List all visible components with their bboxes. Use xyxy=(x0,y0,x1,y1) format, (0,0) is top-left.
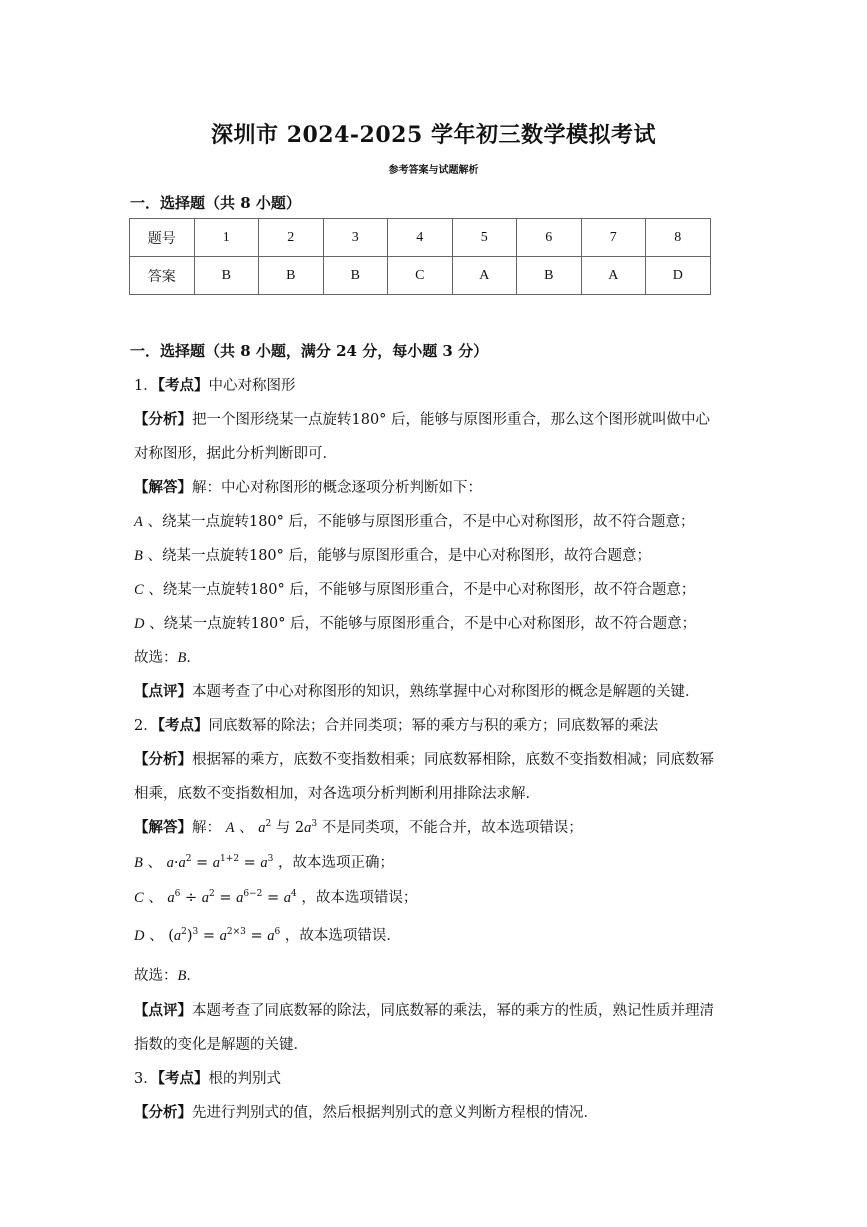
table-cell: C xyxy=(388,257,453,295)
text: 中心对称图形 xyxy=(208,378,296,394)
text: ，故本选项正确； xyxy=(278,855,395,871)
q2-fenxi-line xyxy=(134,748,714,769)
tag: 【分析】 xyxy=(134,751,192,768)
q1-option-b: B 、绕某一点旋转180° 后，能够与原图形重合，是中心对称图形，故符合题意； xyxy=(134,548,652,564)
tag: 【解答】 xyxy=(134,819,192,836)
q3-kaodian-line: 3．【考点】根的判别式 xyxy=(134,1070,281,1087)
tag: 【考点】 xyxy=(157,377,209,394)
section-heading-1: 一．选择题（共 8 小题） xyxy=(130,194,301,212)
table-header-cell: 答案 xyxy=(130,257,195,295)
table-cell: B xyxy=(323,257,388,295)
table-cell: 4 xyxy=(388,219,453,257)
text: 把一个图形绕某一点旋转180° 后，能够与原图形重合，那么这个图形就叫做中心 xyxy=(192,412,711,428)
text: 先进行判别式的值，然后根据判别式的意义判断方程根的情况． xyxy=(192,1105,598,1121)
text: 根的判别式 xyxy=(208,1071,281,1087)
q2-fenxi-line-2: 相乘，底数不变指数相加，对各选项分析判断利用排除法求解． xyxy=(134,786,540,802)
page-title: 深圳市 2024-2025 学年初三数学模拟考试 xyxy=(211,122,656,148)
tag: 【点评】 xyxy=(134,683,192,700)
q1-kaodian-line: 1．【考点】中心对称图形 xyxy=(134,377,296,394)
q2-dianping-line-2: 指数的变化是解题的关键． xyxy=(134,1037,308,1053)
tag: 【考点】 xyxy=(157,717,209,734)
text: ，故本选项错误； xyxy=(301,890,418,906)
text: 不是同类项，不能合并，故本选项错误； xyxy=(321,820,583,836)
table-cell: B xyxy=(194,257,259,295)
text: 同底数幂的除法；合并同类项；幂的乘方与积的乘方；同底数幂的乘法 xyxy=(208,718,658,734)
text: 根据幂的乘方，底数不变指数相乘；同底数幂相除，底数不变指数相减；同底数幂 xyxy=(192,752,714,768)
text: 、绕某一点旋转180° 后，能够与原图形重合，是中心对称图形，故符合题意； xyxy=(147,548,652,564)
text: 、绕某一点旋转180° 后，不能够与原图形重合，不是中心对称图形，故不符合题意； xyxy=(147,514,695,530)
text: 、绕某一点旋转180° 后，不能够与原图形重合，不是中心对称图形，故不符合题意； xyxy=(148,582,696,598)
table-cell: A xyxy=(452,257,517,295)
q2-option-d: D 、 $(a^2)^3 = a^{2\times 3} = a^6$ ，故本选项错误． xyxy=(134,927,401,944)
q3-fenxi-line xyxy=(134,1101,598,1122)
table-cell: B xyxy=(259,257,324,295)
q1-jieda-line xyxy=(134,476,482,497)
text: 解：中心对称图形的概念逐项分析判断如下： xyxy=(192,480,482,496)
q1-option-d: D 、绕某一点旋转180° 后，不能够与原图形重合，不是中心对称图形，故不符合题意； xyxy=(134,616,697,632)
table-cell: A xyxy=(581,257,646,295)
tag: 【分析】 xyxy=(134,1104,192,1121)
table-cell: B xyxy=(517,257,582,295)
text: 故选： xyxy=(134,650,178,666)
table-cell: 1 xyxy=(194,219,259,257)
table-row-numbers xyxy=(130,219,711,257)
tag: 【考点】 xyxy=(157,1070,209,1087)
tag: 【解答】 xyxy=(134,479,192,496)
q2-choice: 故选：B． xyxy=(134,968,201,984)
q2-dianping-line xyxy=(134,999,714,1020)
text: 本题考查了同底数幂的除法，同底数幂的乘法，幂的乘方的性质，熟记性质并理清 xyxy=(192,1003,714,1019)
table-cell: 8 xyxy=(646,219,711,257)
q1-option-c: C 、绕某一点旋转180° 后，不能够与原图形重合，不是中心对称图形，故不符合题意； xyxy=(134,582,696,598)
table-cell: 5 xyxy=(452,219,517,257)
q2-kaodian-line: 2．【考点】同底数幂的除法；合并同类项；幂的乘方与积的乘方；同底数幂的乘法 xyxy=(134,717,658,734)
text: 、绕某一点旋转180° 后，不能够与原图形重合，不是中心对称图形，故不符合题意； xyxy=(149,616,697,632)
tag: 【点评】 xyxy=(134,1002,192,1019)
text: 故选： xyxy=(134,968,178,984)
text: 本题考查了中心对称图形的知识，熟练掌握中心对称图形的概念是解题的关键． xyxy=(192,684,700,700)
section-heading-2: 一．选择题（共 8 小题，满分 24 分，每小题 3 分） xyxy=(130,342,489,360)
table-cell: 6 xyxy=(517,219,582,257)
q2-option-b: B 、 $a\cdot a^2 = a^{1+2} = a^3$ ，故本选项正确； xyxy=(134,854,395,871)
tag: 【分析】 xyxy=(134,411,192,428)
answer-table xyxy=(129,218,711,295)
q2-option-c: C 、 $a^6 \div a^2 = a^{6-2} = a^4$ ，故本选项错误； xyxy=(134,889,418,906)
q2-jieda-line: 【解答】解： A 、 $a^2$ 与 $2a^3$ 不是同类项，不能合并，故本选项错误； xyxy=(134,819,583,836)
q1-option-a: A 、绕某一点旋转180° 后，不能够与原图形重合，不是中心对称图形，故不符合题意； xyxy=(134,514,695,530)
table-cell: 7 xyxy=(581,219,646,257)
table-row-answers xyxy=(130,257,711,295)
table-cell: 3 xyxy=(323,219,388,257)
text: ，故本选项错误． xyxy=(284,928,401,944)
text: 解： xyxy=(192,820,221,836)
q1-fenxi-line xyxy=(134,408,710,429)
table-cell: D xyxy=(646,257,711,295)
q1-fenxi-line-2: 对称图形，据此分析判断即可． xyxy=(134,446,337,462)
q1-dianping-line xyxy=(134,680,700,701)
table-header-cell: 题号 xyxy=(130,219,195,257)
page-subtitle: 参考答案与试题解析 xyxy=(388,165,479,176)
q1-choice: 故选：B． xyxy=(134,650,201,666)
table-cell: 2 xyxy=(259,219,324,257)
